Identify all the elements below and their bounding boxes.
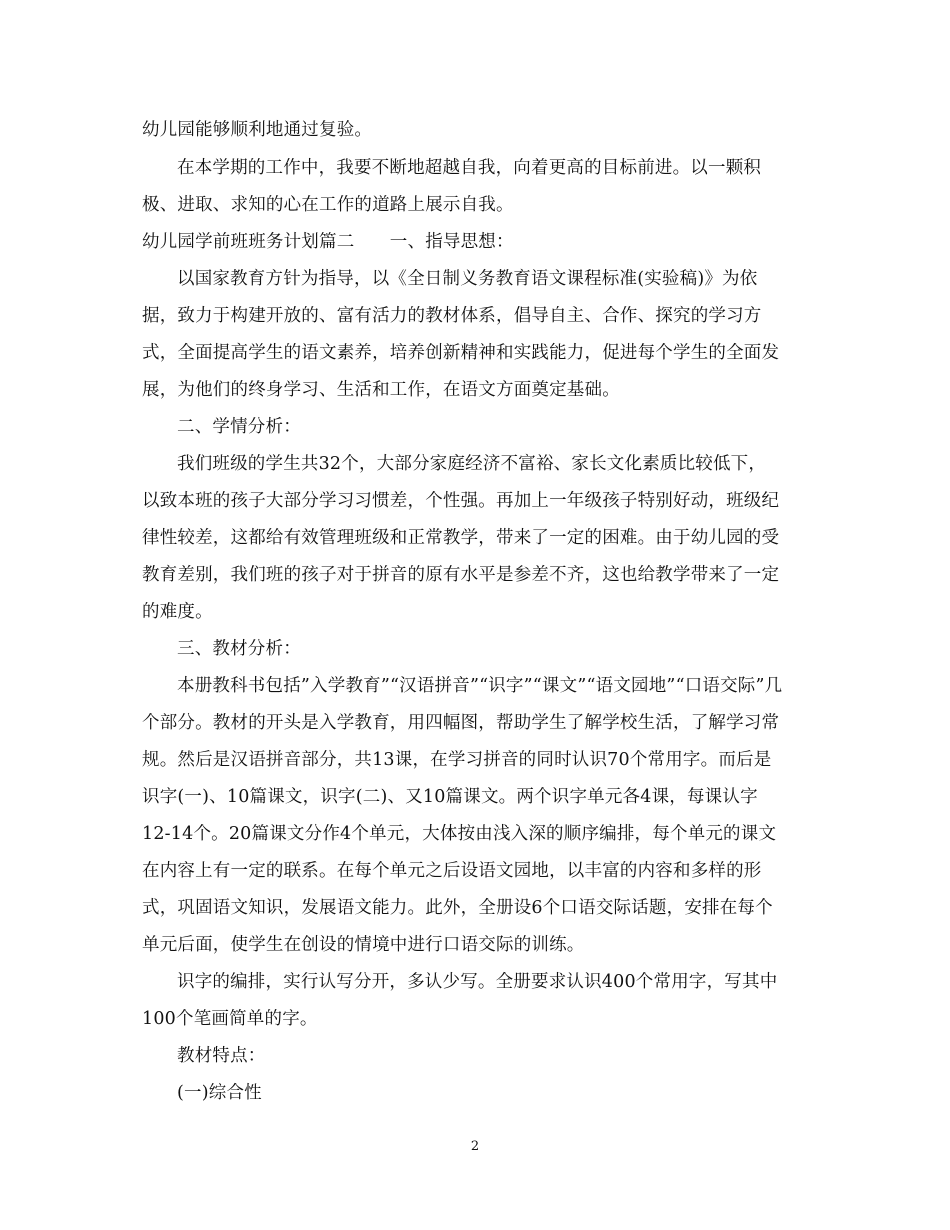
text-line: 12-14个。20篇课文分作4个单元，大体按由浅入深的顺序编排，每个单元的课文 <box>142 824 777 844</box>
section-heading: 三、教材分析： <box>177 639 301 659</box>
page-number: 2 <box>470 1139 480 1154</box>
text-line: 的难度。 <box>142 602 213 622</box>
section-heading: (一)综合性 <box>177 1083 262 1103</box>
text-line: 教育差别，我们班的孩子对于拼音的原有水平是参差不齐，这也给教学带来了一定 <box>142 565 780 585</box>
text-line: 式，巩固语文知识，发展语文能力。此外，全册设6个口语交际话题，安排在每个 <box>142 898 773 918</box>
text-line: 识字的编排，实行认写分开，多认少写。全册要求认识400个常用字，写其中 <box>177 972 778 992</box>
text-line: 在本学期的工作中，我要不断地超越自我，向着更高的目标前进。以一颗积 <box>177 158 762 178</box>
text-line: 展，为他们的终身学习、生活和工作，在语文方面奠定基础。 <box>142 380 620 400</box>
text-line: 规。然后是汉语拼音部分，共13课，在学习拼音的同时认识70个常用字。而后是 <box>142 750 772 770</box>
text-line: 式，全面提高学生的语文素养，培养创新精神和实践能力，促进每个学生的全面发 <box>142 343 780 363</box>
text-line: 以致本班的孩子大部分学习习惯差，个性强。再加上一年级孩子特别好动，班级纪 <box>142 491 780 511</box>
section-heading: 二、学情分析： <box>177 417 301 437</box>
text-line: 极、进取、求知的心在工作的道路上展示自我。 <box>142 195 514 215</box>
text-line: 识字(一)、10篇课文，识字(二)、又10篇课文。两个识字单元各4课，每课认字 <box>142 787 758 807</box>
text-line: 以国家教育方针为指导，以《全日制义务教育语文课程标准(实验稿)》为依 <box>177 269 758 289</box>
text-line: 在内容上有一定的联系。在每个单元之后设语文园地，以丰富的内容和多样的形 <box>142 861 762 881</box>
text-line: 我们班级的学生共32个，大部分家庭经济不富裕、家长文化素质比较低下， <box>177 454 767 474</box>
text-line: 据，致力于构建开放的、富有活力的教材体系，倡导自主、合作、探究的学习方 <box>142 306 762 326</box>
section-heading: 幼儿园学前班班务计划篇二 一、指导思想： <box>142 232 514 252</box>
text-line: 单元后面，使学生在创设的情境中进行口语交际的训练。 <box>142 935 585 955</box>
section-heading: 教材特点： <box>177 1046 266 1066</box>
text-line: 律性较差，这都给有效管理班级和正常教学，带来了一定的困难。由于幼儿园的受 <box>142 528 780 548</box>
text-line: 本册教科书包括”入学教育”“汉语拼音”“识字”“课文”“语文园地”“口语交际”几 <box>177 676 783 696</box>
text-line: 幼儿园能够顺利地通过复验。 <box>142 120 373 140</box>
text-line: 个部分。教材的开头是入学教育，用四幅图，帮助学生了解学校生活，了解学习常 <box>142 713 780 733</box>
text-line: 100个笔画简单的字。 <box>142 1009 318 1029</box>
